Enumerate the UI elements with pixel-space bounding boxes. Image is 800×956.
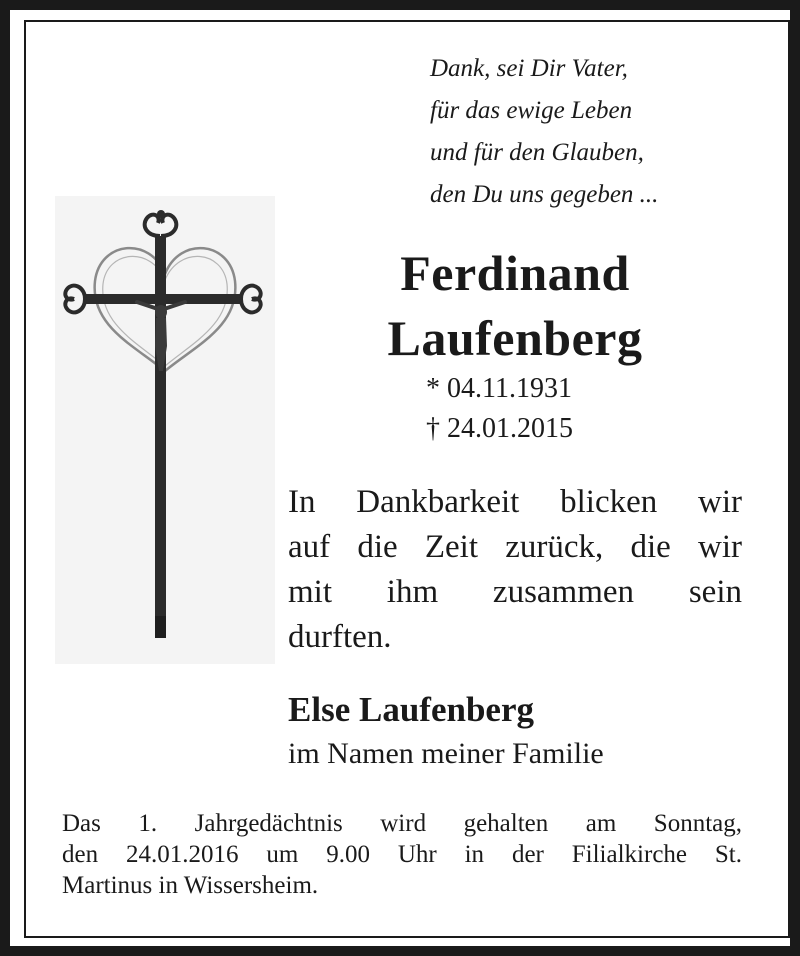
deceased-first-name: Ferdinand <box>400 245 630 301</box>
wayside-cross-icon <box>55 196 275 664</box>
thanks-text <box>288 480 742 660</box>
signer-subtitle: im Namen meiner Familie <box>288 737 604 770</box>
verse-line: für das ewige Leben <box>430 97 633 124</box>
verse-line: den Du uns gegeben ... <box>430 181 659 208</box>
memorial-line: Martinus in Wissersheim. <box>62 872 319 899</box>
deceased-last-name: Laufenberg <box>387 310 643 366</box>
death-date: † 24.01.2015 <box>426 413 573 444</box>
birth-date: * 04.11.1931 <box>426 373 572 404</box>
verse-line: Dank, sei Dir Vater, <box>430 55 628 82</box>
thanks-line: mit ihm zusammen sein <box>288 574 742 610</box>
verse <box>430 48 658 216</box>
thanks-line: durften. <box>288 619 392 655</box>
thanks-line: auf die Zeit zurück, die wir <box>288 529 742 565</box>
memorial-line: Das 1. Jahrgedächtnis wird gehalten am Sonntag, <box>62 810 742 837</box>
verse-line: und für den Glauben, <box>430 139 644 166</box>
signer-name: Else Laufenberg <box>288 690 534 729</box>
memorial-notice <box>62 808 742 901</box>
memorial-line: den 24.01.2016 um 9.00 Uhr in der Filialkirche St. <box>62 841 742 868</box>
thanks-line: In Dankbarkeit blicken wir <box>288 484 742 520</box>
